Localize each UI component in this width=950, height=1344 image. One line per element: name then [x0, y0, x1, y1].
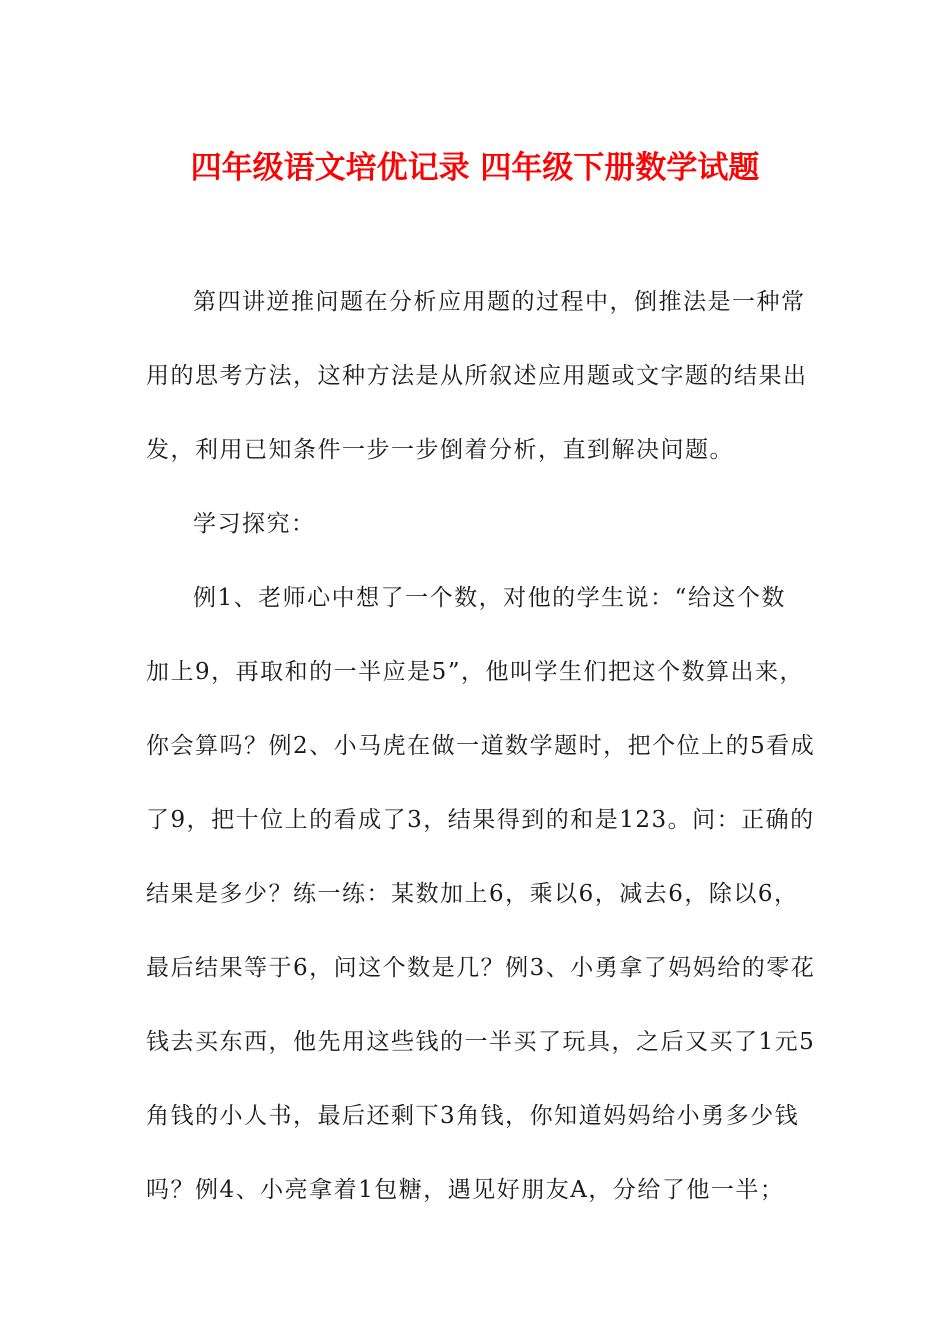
paragraph-line: 例1、老师心中想了一个数，对他的学生说：“给这个数 — [193, 585, 786, 611]
paragraph-line: 结果是多少？练一练：某数加上6，乘以6，减去6，除以6， — [146, 881, 799, 907]
paragraph-line: 第四讲逆推问题在分析应用题的过程中，倒推法是一种常 — [193, 289, 806, 315]
paragraph-line: 吗？例4、小亮拿着1包糖，遇见好朋友A，分给了他一半； — [146, 1177, 785, 1203]
section-heading: 学习探究： — [193, 511, 316, 537]
paragraph-line: 用的思考方法，这种方法是从所叙述应用题或文字题的结果出 — [146, 363, 808, 389]
paragraph-line: 最后结果等于6，问这个数是几？例3、小勇拿了妈妈给的零花 — [146, 955, 816, 981]
paragraph-line: 你会算吗？例2、小马虎在做一道数学题时，把个位上的5看成 — [146, 733, 816, 759]
paragraph-line: 发，利用已知条件一步一步倒着分析，直到解决问题。 — [146, 437, 734, 463]
paragraph-line: 角钱的小人书，最后还剩下3角钱，你知道妈妈给小勇多少钱 — [146, 1103, 800, 1129]
paragraph-line: 钱去买东西，他先用这些钱的一半买了玩具，之后又买了1元5 — [146, 1029, 816, 1055]
paragraph-line: 了9，把十位上的看成了3，结果得到的和是123。问：正确的 — [146, 807, 815, 833]
document-title: 四年级语文培优记录 四年级下册数学试题 — [190, 150, 760, 186]
paragraph-line: 加上9，再取和的一半应是5”，他叫学生们把这个数算出来， — [146, 659, 805, 685]
